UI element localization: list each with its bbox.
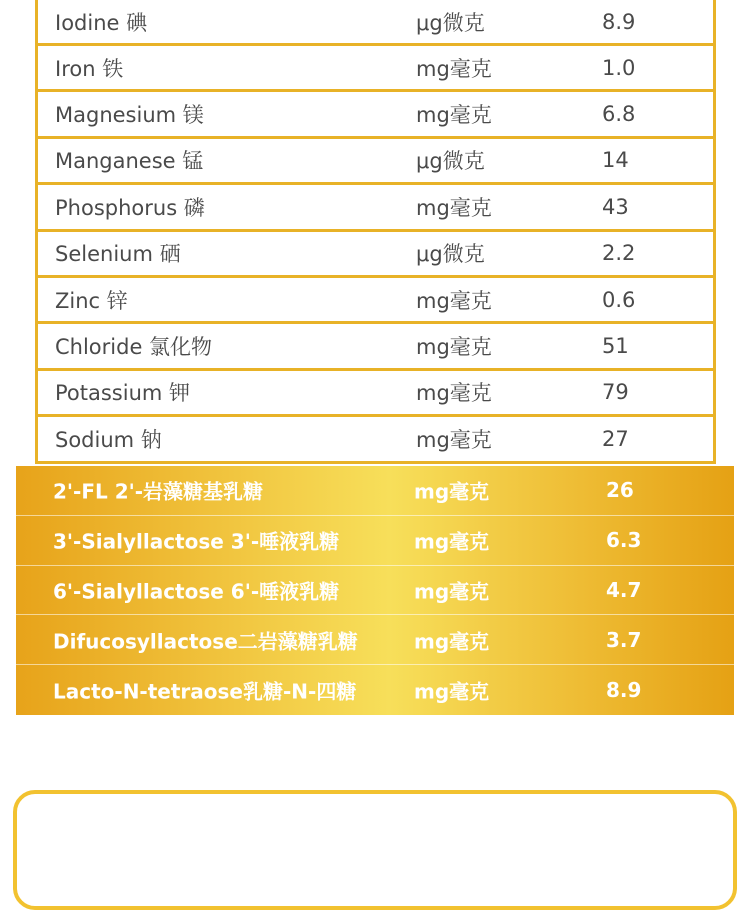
nutrient-unit: mg毫克 (416, 335, 492, 360)
hmo-value: 3.7 (606, 627, 642, 652)
nutrient-name: Zinc 锌 (55, 288, 128, 313)
highlight-row (16, 566, 734, 616)
nutrient-value: 51 (602, 334, 629, 359)
table-row (35, 232, 716, 278)
highlight-row (16, 516, 734, 566)
table-row (35, 278, 716, 324)
nutrient-unit: μg微克 (416, 149, 485, 174)
nutrient-unit: mg毫克 (416, 103, 492, 128)
hmo-name: 3'-Sialyllactose 3'-唾液乳糖 (53, 529, 340, 554)
table-row (35, 46, 716, 92)
highlight-row (16, 665, 734, 715)
nutrient-value: 6.8 (602, 102, 636, 127)
hmo-unit: mg毫克 (414, 479, 490, 504)
nutrient-value: 14 (602, 148, 629, 173)
nutrient-unit: mg毫克 (416, 56, 492, 81)
nutrient-value: 1.0 (602, 55, 636, 80)
table-row (35, 92, 716, 138)
table-row (35, 371, 716, 417)
hmo-value: 4.7 (606, 577, 642, 602)
highlight-row (16, 615, 734, 665)
nutrient-unit: mg毫克 (416, 427, 492, 452)
table-row (35, 139, 716, 185)
nutrient-name: Magnesium 镁 (55, 103, 204, 128)
hmo-highlight-section (16, 466, 734, 715)
nutrient-value: 27 (602, 426, 629, 451)
hmo-value: 8.9 (606, 678, 642, 703)
highlight-row (16, 466, 734, 516)
table-row (35, 185, 716, 231)
nutrient-name: Sodium 钠 (55, 427, 162, 452)
hmo-value: 6.3 (606, 528, 642, 553)
nutrient-unit: mg毫克 (416, 381, 492, 406)
hmo-name: 6'-Sialyllactose 6'-唾液乳糖 (53, 579, 340, 604)
hmo-unit: mg毫克 (414, 679, 490, 704)
hmo-name: Lacto-N-tetraose乳糖-N-四糖 (53, 679, 357, 704)
nutrient-unit: mg毫克 (416, 288, 492, 313)
nutrient-name: Chloride 氯化物 (55, 335, 213, 360)
nutrient-unit: μg微克 (416, 10, 485, 35)
nutrient-name: Iodine 碘 (55, 10, 148, 35)
nutrient-name: Potassium 钾 (55, 381, 191, 406)
hmo-name: 2'-FL 2'-岩藻糖基乳糖 (53, 479, 264, 504)
nutrient-value: 2.2 (602, 241, 636, 266)
nutrient-value: 43 (602, 194, 629, 219)
nutrient-value: 79 (602, 380, 629, 405)
next-section-frame (13, 790, 737, 910)
table-row (35, 417, 716, 463)
hmo-unit: mg毫克 (414, 629, 490, 654)
hmo-name: Difucosyllactose二岩藻糖乳糖 (53, 629, 358, 654)
nutrient-value: 8.9 (602, 9, 636, 34)
nutrient-unit: μg微克 (416, 242, 485, 267)
hmo-value: 26 (606, 478, 634, 503)
hmo-unit: mg毫克 (414, 579, 490, 604)
table-row (35, 324, 716, 370)
table-row (35, 0, 716, 46)
nutrient-name: Selenium 硒 (55, 242, 181, 267)
nutrient-name: Manganese 锰 (55, 149, 204, 174)
nutrient-name: Iron 铁 (55, 56, 124, 81)
nutrient-value: 0.6 (602, 287, 636, 312)
nutrient-name: Phosphorus 磷 (55, 195, 205, 220)
nutrient-unit: mg毫克 (416, 195, 492, 220)
hmo-unit: mg毫克 (414, 529, 490, 554)
